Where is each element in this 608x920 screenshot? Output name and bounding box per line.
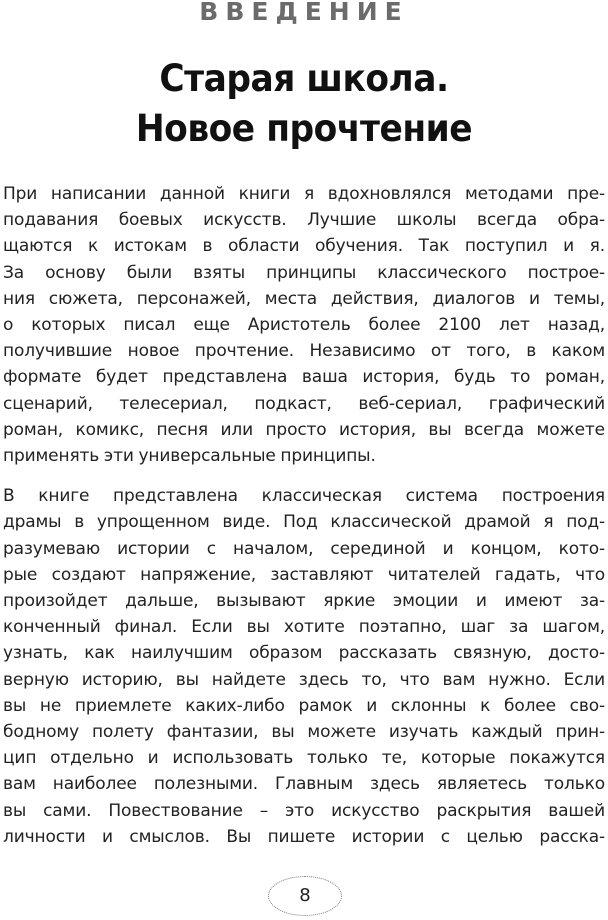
- section-label: ВВЕДЕНИЕ: [199, 0, 409, 26]
- text-line: формате будет представлена ваша история, будь то роман,: [3, 367, 605, 388]
- text-line: конченный финал. Если вы хотите поэтапно, шаг за шагом,: [3, 617, 605, 638]
- text-line: получившие новое прочтение. Независимо от того, в каком: [3, 341, 605, 362]
- text-line: подавания боевых искусств. Лучшие школы всегда обра-: [3, 210, 605, 231]
- text-line: В книге представлена классическая система построения: [3, 486, 605, 507]
- chapter-title: [21, 54, 586, 154]
- text-line: роман, комикс, песня или просто история, вы всегда можете: [3, 419, 605, 440]
- text-line: вам наиболее полезными. Главным здесь являетесь только: [3, 774, 605, 795]
- text-line: о которых писал еще Аристотель более 2100 лет назад,: [3, 315, 605, 336]
- text-line: верную историю, вы найдете здесь то, что вам нужно. Если: [3, 669, 605, 690]
- page-number: 8: [268, 876, 342, 916]
- text-line: сценарий, телесериал, подкаст, веб-сериал, графический: [3, 393, 605, 414]
- text-line: вы сами. Повествование – это искусство раскрытия вашей: [3, 800, 605, 821]
- body-text: [3, 181, 605, 850]
- text-line: цип отдельно и использовать только те, которые покажутся: [3, 748, 605, 769]
- text-line: узнать, как наилучшим образом рассказать связную, досто-: [3, 643, 605, 664]
- text-line: личности и смыслов. Вы пишете истории с целью расска-: [3, 826, 605, 847]
- paragraph-spacer: [3, 469, 605, 483]
- text-line: произойдет дальше, вызывают яркие эмоции и имеют за-: [3, 591, 605, 612]
- paragraph-1: [3, 181, 605, 469]
- text-line: рые создают напряжение, заставляют читателей гадать, что: [3, 564, 605, 585]
- text-line: драмы в упрощенном виде. Под классической драмой я под-: [3, 512, 605, 533]
- text-line: вы не приемлете каких-либо рамок и склонны к более сво-: [3, 695, 605, 716]
- text-line: За основу были взяты принципы классического построе-: [3, 262, 605, 283]
- text-line: щаются к истокам в области обучения. Так поступил и я.: [3, 236, 605, 257]
- text-line: бодному полету фантазии, вы можете изучать каждый прин-: [3, 722, 605, 743]
- text-line: При написании данной книги я вдохновлялся методами пре-: [3, 184, 605, 204]
- chapter-title-line-1: Старая школа.: [159, 57, 449, 100]
- text-line: ния сюжета, персонажей, места действия, диалогов и темы,: [3, 288, 605, 309]
- text-line: разумеваю истории с началом, серединой и концом, кото-: [3, 538, 605, 559]
- chapter-title-line-2: Новое прочтение: [135, 107, 473, 150]
- paragraph-2: [3, 483, 605, 850]
- text-line: применять эти универсальные принципы.: [3, 446, 376, 467]
